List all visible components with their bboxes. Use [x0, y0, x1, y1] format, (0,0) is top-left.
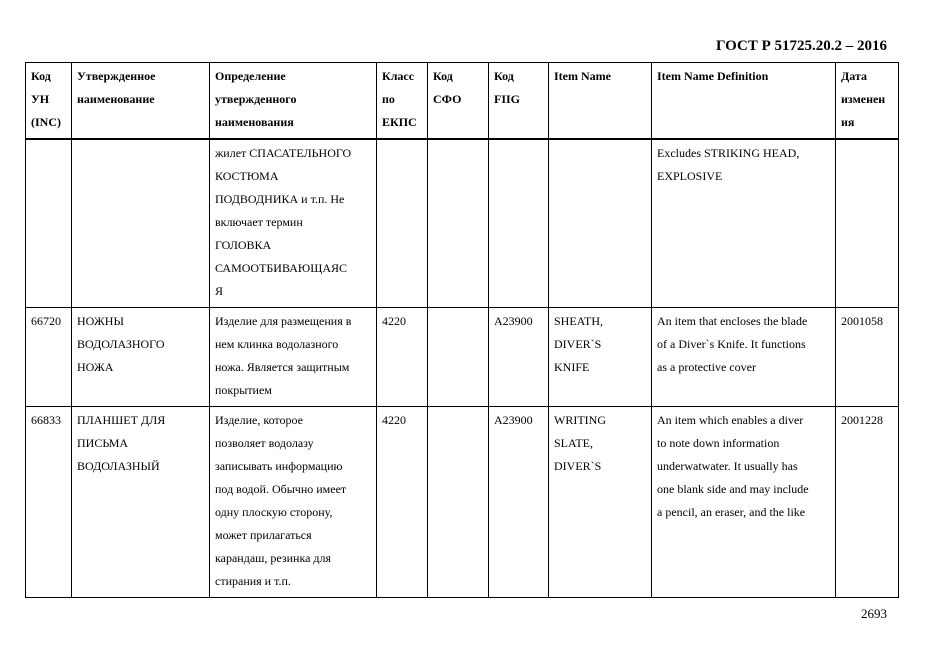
cell-class: [377, 139, 428, 308]
column-header-class: Класс по ЕКПС: [377, 63, 428, 140]
cell-fiig: A23900: [489, 407, 549, 598]
cell-inc: 66720: [26, 308, 72, 407]
cell-class: 4220: [377, 407, 428, 598]
cell-fiig: A23900: [489, 308, 549, 407]
data-table: [25, 62, 899, 598]
table-header-row: [26, 63, 899, 140]
cell-date: 2001228: [836, 407, 899, 598]
cell-sfo: [428, 139, 489, 308]
column-header-item-definition: Item Name Definition: [652, 63, 836, 140]
cell-item-name: [549, 139, 652, 308]
cell-item-name: SHEATH, DIVER`S KNIFE: [549, 308, 652, 407]
table-row: [26, 407, 899, 598]
column-header-fiig: Код FIIG: [489, 63, 549, 140]
cell-date: 2001058: [836, 308, 899, 407]
column-header-inc: Код УН (INC): [26, 63, 72, 140]
cell-definition: жилет СПАСАТЕЛЬНОГО КОСТЮМА ПОДВОДНИКА и т.п. Не включает термин ГОЛОВКА САМООТБИВАЮЩАЯС Я: [210, 139, 377, 308]
cell-item-definition: An item which enables a diver to note down information underwatwater. It usually has one blank side and may include a pencil, an eraser, and the like: [652, 407, 836, 598]
cell-date: [836, 139, 899, 308]
cell-approved-name: [72, 139, 210, 308]
table-row: [26, 308, 899, 407]
cell-inc: [26, 139, 72, 308]
cell-class: 4220: [377, 308, 428, 407]
column-header-item-name: Item Name: [549, 63, 652, 140]
column-header-definition: Определение утвержденного наименования: [210, 63, 377, 140]
column-header-date: Дата изменен ия: [836, 63, 899, 140]
cell-sfo: [428, 308, 489, 407]
cell-item-definition: Excludes STRIKING HEAD, EXPLOSIVE: [652, 139, 836, 308]
column-header-sfo: Код СФО: [428, 63, 489, 140]
column-header-approved-name: Утвержденное наименование: [72, 63, 210, 140]
cell-inc: 66833: [26, 407, 72, 598]
cell-fiig: [489, 139, 549, 308]
document-header-title: ГОСТ Р 51725.20.2 – 2016: [715, 38, 887, 54]
cell-approved-name: НОЖНЫ ВОДОЛАЗНОГО НОЖА: [72, 308, 210, 407]
cell-approved-name: ПЛАНШЕТ ДЛЯ ПИСЬМА ВОДОЛАЗНЫЙ: [72, 407, 210, 598]
cell-item-definition: An item that encloses the blade of a Diver`s Knife. It functions as a protective cover: [652, 308, 836, 407]
cell-definition: Изделие для размещения в нем клинка водолазного ножа. Является защитным покрытием: [210, 308, 377, 407]
cell-definition: Изделие, которое позволяет водолазу записывать информацию под водой. Обычно имеет одну плоскую сторону, может прилагаться карандаш, резинка для стирания и т.п.: [210, 407, 377, 598]
table-row: [26, 139, 899, 308]
page-number: 2693: [861, 606, 887, 621]
cell-sfo: [428, 407, 489, 598]
cell-item-name: WRITING SLATE, DIVER`S: [549, 407, 652, 598]
